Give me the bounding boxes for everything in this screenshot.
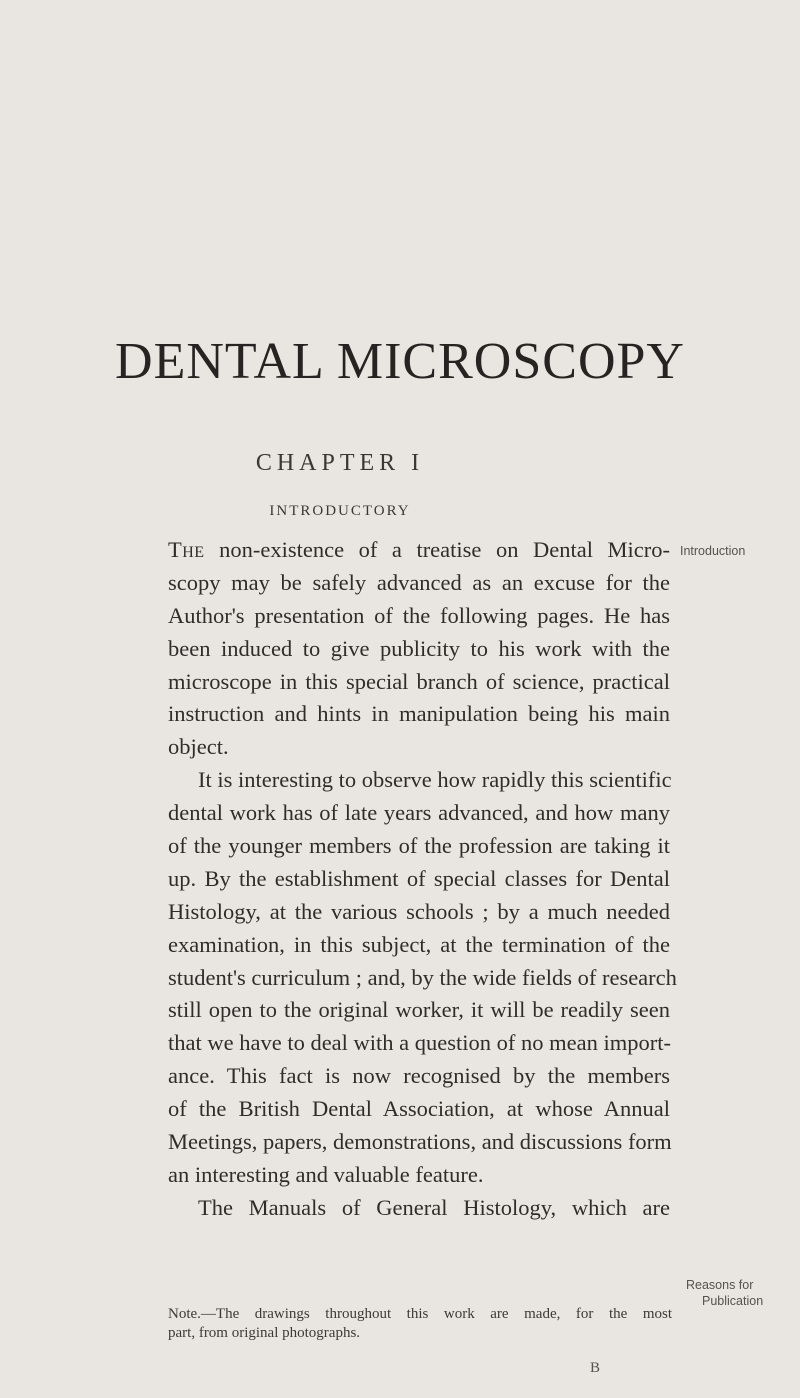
- text-line: instruction and hints in manipulation being his main: [168, 701, 670, 727]
- text-line: Meetings, papers, demonstrations, and discussions form: [168, 1129, 672, 1155]
- text-line: Histology, at the various schools ; by a much needed: [168, 898, 670, 924]
- book-title: DENTAL MICROSCOPY: [115, 333, 685, 390]
- text-line: microscope in this special branch of science, practical: [168, 668, 670, 694]
- text-line: of the British Dental Association, at whose Annual: [168, 1096, 670, 1122]
- text-line: an interesting and valuable feature.: [168, 1161, 484, 1187]
- lead-word: The: [168, 537, 205, 562]
- text-line: object.: [168, 734, 229, 760]
- margin-note-publication: Publication: [702, 1294, 764, 1308]
- chapter-heading: CHAPTER I: [255, 450, 425, 476]
- margin-note-introduction: Introduction: [680, 544, 746, 558]
- text-line: that we have to deal with a question of no mean import-: [168, 1030, 671, 1056]
- text-line: Author's presentation of the following pages. He has: [168, 602, 670, 628]
- footnote: [168, 1305, 672, 1343]
- text-line: still open to the original worker, it will be readily seen: [168, 997, 670, 1023]
- footnote-line: part, from original photographs.: [168, 1325, 361, 1341]
- footnote-line: Note.—The drawings throughout this work are made, for the most: [168, 1306, 672, 1322]
- margin-note-reasons: Reasons for: [686, 1278, 754, 1292]
- text-line: of the younger members of the profession are taking it: [168, 833, 670, 859]
- text-line: student's curriculum ; and, by the wide fields of research: [168, 964, 677, 990]
- text-line: been induced to give publicity to his work with the: [168, 635, 670, 661]
- signature-mark: B: [590, 1360, 601, 1376]
- text-line: scopy may be safely advanced as an excuse for the: [168, 569, 670, 595]
- text-line: up. By the establishment of special classes for Dental: [168, 865, 670, 891]
- text-line: The Manuals of General Histology, which are: [198, 1194, 670, 1220]
- chapter-subtitle: INTRODUCTORY: [269, 503, 411, 519]
- text-line: It is interesting to observe how rapidly this scientific: [198, 767, 672, 793]
- text-line: The non-existence of a treatise on Dental Micro-: [168, 537, 670, 562]
- body-text: [168, 534, 677, 1225]
- text-line: examination, in this subject, at the termination of the: [168, 931, 670, 957]
- text-line: dental work has of late years advanced, and how many: [168, 800, 670, 826]
- text-line: ance. This fact is now recognised by the members: [168, 1063, 670, 1089]
